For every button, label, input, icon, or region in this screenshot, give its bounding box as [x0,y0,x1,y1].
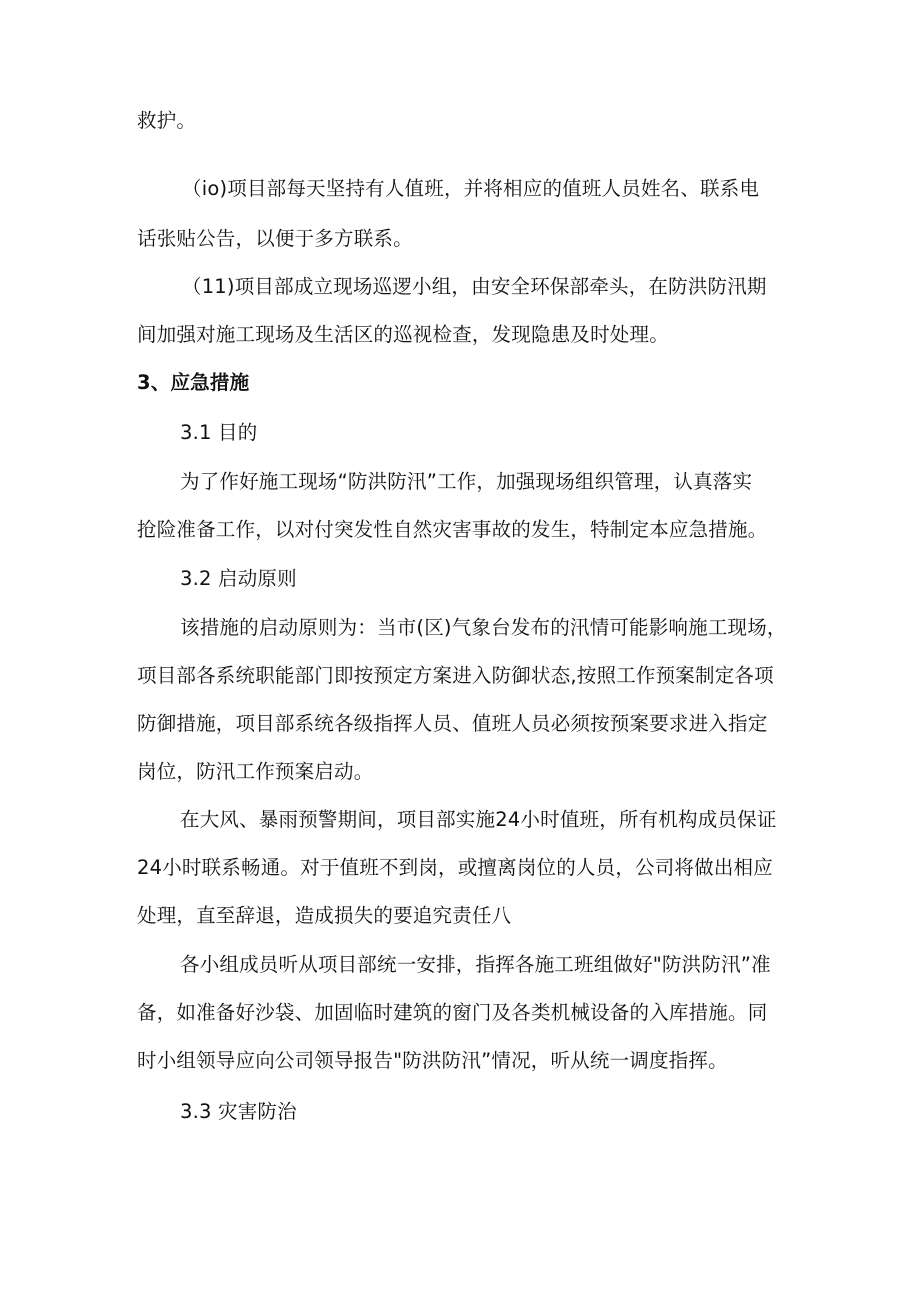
paragraph-line: 处理，直至辞退，造成损失的要追究责任八 [137,904,512,927]
paragraph-line: 备，如准备好沙袋、加固临时建筑的窗门及各类机械设备的入库措施。同 [137,1001,768,1024]
subsection-heading-principle: 3.2 启动原则 [180,567,297,590]
section-heading: 3、应急措施 [137,371,250,394]
list-item-11-line-2: 间加强对施工现场及生活区的巡视检查，发现隐患及时处理。 [137,323,669,346]
subsection-heading-disaster: 3.3 灾害防治 [180,1100,297,1123]
paragraph-line: 救护。 [137,109,197,132]
paragraph-line: 24小时联系畅通。对于值班不到岗，或擅离岗位的人员，公司将做出相应 [137,856,773,879]
paragraph-line: 在大风、暴雨预警期间，项目部实施24小时值班，所有机构成员保证 [180,808,777,831]
paragraph-line: 为了作好施工现场“防洪防汛”工作，加强现场组织管理，认真落实 [180,470,753,493]
paragraph-line: 各小组成员听从项目部统一安排，指挥各施工班组做好"防洪防汛”准 [180,953,771,976]
paragraph-line: 时小组领导应向公司领导报告"防洪防汛”情况，听从统一调度指挥。 [137,1049,728,1072]
paragraph-line: 抢险准备工作，以对付突发性自然灾害事故的发生，特制定本应急措施。 [137,518,768,541]
list-item-10-line-2: 话张贴公告，以便于多方联系。 [137,227,413,250]
paragraph-line: 该措施的启动原则为：当市(区)气象台发布的汛情可能影响施工现场， [180,616,787,639]
list-item-10-line-1: （io)项目部每天坚持有人值班，并将相应的值班人员姓名、联系电 [182,177,760,200]
paragraph-line: 项目部各系统职能部门即按预定方案进入防御状态,按照工作预案制定各项 [137,664,774,687]
list-item-11-line-1: （11)项目部成立现场巡逻小组，由安全环保部牵头，在防洪防汛期 [182,275,767,298]
subsection-heading-purpose: 3.1 目的 [180,421,258,444]
paragraph-line: 岗位，防汛工作预案启动。 [137,760,374,783]
paragraph-line: 防御措施，项目部系统各级指挥人员、值班人员必须按预案要求进入指定 [137,712,768,735]
